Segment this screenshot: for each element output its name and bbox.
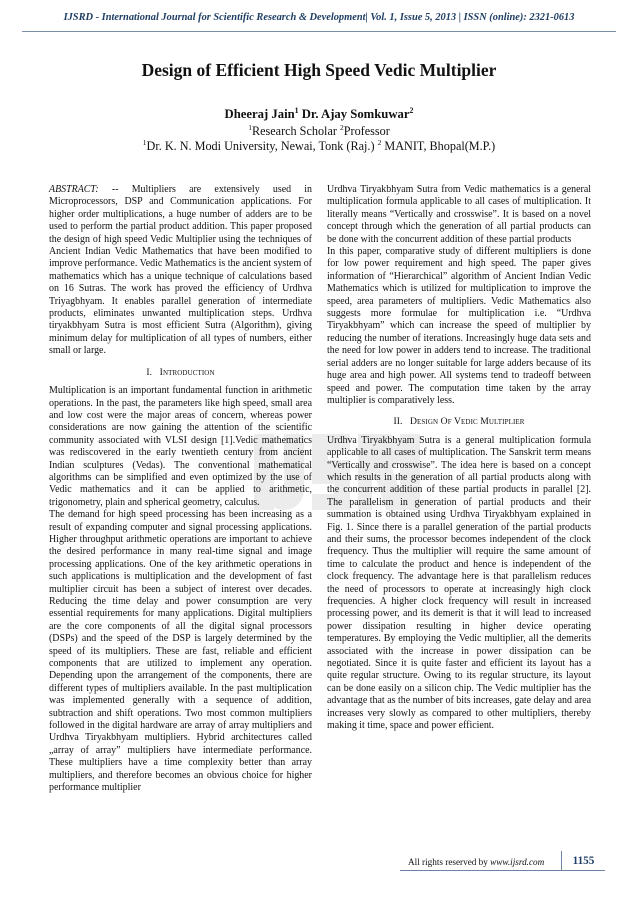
role-2-marker: 2 [339, 122, 344, 132]
footer-site-link[interactable]: www.ijsrd.com [490, 857, 545, 867]
affiliation-2: MANIT, Bhopal(M.P.) [381, 139, 496, 153]
footer-divider [400, 870, 605, 871]
author-1-name: Dheeraj Jain [224, 107, 295, 121]
header-divider [22, 31, 616, 32]
journal-header: IJSRD - International Journal for Scientific Research & Development| Vol. 1, Issue 5, 2013 | ISSN (online): 2321-0613 [63, 12, 575, 23]
section-1-paragraph-4: In this paper, comparative study of different multipliers is done for low power requirement and high speed. The paper gives information of “Hierarchical” algorithm of Ancient Indian Vedic Mathematics which is utilized for multiplication to improve the speed, area parameters of multipliers. Vedic Mathematics also suggests more formulae for multiplication i.e. “Urdhva Tiryakbhyam” which can increase the speed of multiplier by reducing the number of iterations. Increasingly huge data sets and the need for low power in adders tend to increase. The traditional serial adders are no longer suitable for large adders because of its huge area and high power. All systems tend to tradeoff between speed and power. The computation time taken by the array multiplier is comparatively less. [327, 246, 591, 406]
section-1-heading [49, 367, 312, 379]
author-1-marker: 1 [294, 105, 299, 115]
section-1-paragraph-1: Multiplication is an important fundamental function in arithmetic operations. In the past, the parameters like high speed, small area and low cost were the major areas of concern, whereas power considerations are now gaining the attention of the scientific community associated with VLSI design [1].Vedic mathematics was rediscovered in the early twentieth century from ancient Indian sculptures (Vedas). The conventional mathematical algorithms can be simplified and even optimized by the use of Vedic mathematics and it can be applied to arithmetic, trigonometry, plain and spherical geometry, calculus. [49, 385, 312, 508]
section-1-paragraph-3: Urdhva Tiryakbhyam Sutra from Vedic mathematics is a general multiplication formula applicable to all cases of multiplication. It literally means “Vertically and crosswise”. It is based on a novel concept through which the generation of all partial products can be done with the concurrent addition of these partial products [327, 184, 591, 245]
abstract-text: Multipliers are extensively used in Microprocessors, DSP and Communication applications. For higher order multiplications, a huge number of adders are to be used to perform the partial product addition. This paper proposed the design of high speed Vedic Multiplier using the techniques of Ancient Indian Vedic Mathematics that have been modified to improve performance. Vedic Mathematics is the ancient system of mathematics which has a unique technique of calculations based on 16 Sutras. The work has proved the efficiency of Urdhva Triyagbhyam. It enables parallel generation of intermediate products, eliminates unwanted multiplication steps. Urdhva tiryakbhyam Sutra is most efficient Sutra (Algorithm), giving minimum delay for multiplication of all types of numbers, either small or large. [49, 184, 313, 357]
section-2-number: II. [393, 416, 403, 428]
author-line [0, 107, 638, 122]
right-column [327, 184, 591, 732]
left-column [49, 184, 312, 795]
author-roles [0, 124, 638, 139]
footer-copyright [408, 857, 544, 867]
role-2: Professor [343, 124, 390, 138]
page-number: 1155 [561, 851, 605, 871]
author-affiliations [0, 139, 638, 154]
paper-title: Design of Efficient High Speed Vedic Multiplier [141, 60, 497, 80]
section-2-title: Design Of Vedic Multiplier [410, 416, 525, 428]
section-2-heading [327, 416, 591, 428]
section-2-paragraph-1: Urdhva Tiryakbhyam Sutra is a general multiplication formula applicable to all cases of multiplication. The Sanskrit term means “Vertically and crosswise”. The idea here is based on a concept which results in the generation of all partial products along with the concurrent addition of these partial products in parallel [2]. The parallelism in generation of partial products and their summation is obtained using Urdhva Tiryakbhyam explained in Fig. 1. Since there is a parallel generation of the partial products and their sums, the processor becomes independent of the clock frequency. Thus the multiplier will require the same amount of time to calculate the product and hence is independent of the clock frequency. The advantage here is that parallelism reduces the need of processors to operate at increasingly high clock frequencies. A higher clock frequency will result in increased processing power, and its demerit is that it will lead to increased power dissipation resulting in higher device operating temperatures. By employing the Vedic multiplier, all the demerits associated with the increase in power dissipation can be negotiated. Since it is quite faster and efficient its layout has a quite regular structure. Owing to its regular structure, its layout can be done easily on a silicon chip. The Vedic multiplier has the advantage that as the number of bits increases, gate delay and area increases very slowly as compared to other multipliers, thereby making it time, space and power efficient. [327, 434, 591, 732]
affiliation-1: Dr. K. N. Modi University, Newai, Tonk (Raj.) [146, 139, 378, 153]
role-1: Research Scholar [251, 124, 340, 138]
author-2-marker: 2 [409, 105, 414, 115]
footer-rights-text: All rights reserved by [408, 857, 491, 867]
affiliation-1-marker: 1 [142, 137, 147, 147]
author-2-name: Dr. Ajay Somkuwar [298, 107, 410, 121]
role-1-marker: 1 [248, 122, 252, 132]
section-1-title: Introduction [159, 366, 215, 378]
section-1-number: I. [146, 366, 153, 378]
abstract-label: ABSTRACT: -- [49, 184, 119, 195]
section-1-paragraph-2: The demand for high speed processing has been increasing as a result of expanding computer and signal processing applications. Higher throughput arithmetic operations are important to achieve the desired performance in many real-time signal and image processing applications. One of the key arithmetic operations in such applications is multiplication and the development of fast multiplier circuit has been a subject of interest over decades. Reducing the time delay and power consumption are very essential requirements for many applications. Digital multipliers are the core components of all the digital signal processors (DSPs) and the speed of the DSP is largely determined by the speed of its multipliers. These are fast, reliable and efficient components that are utilized to implement any operation. Depending upon the arrangement of the components, there are different types of multipliers available. In the past multiplication was implemented generally with a sequence of addition, subtraction and shift operations. Two most common multipliers followed in the digital hardware are array of array multipliers and Urdhva Tiryakbhyam multipliers. Hybrid architectures called „array of array” multipliers have intermediate performance. These multipliers have a time complexity better than array multipliers, and therefore becomes an obvious choice for higher performance multiplier [49, 509, 312, 794]
affiliation-2-marker: 2 [377, 137, 382, 147]
abstract-paragraph [49, 184, 312, 358]
